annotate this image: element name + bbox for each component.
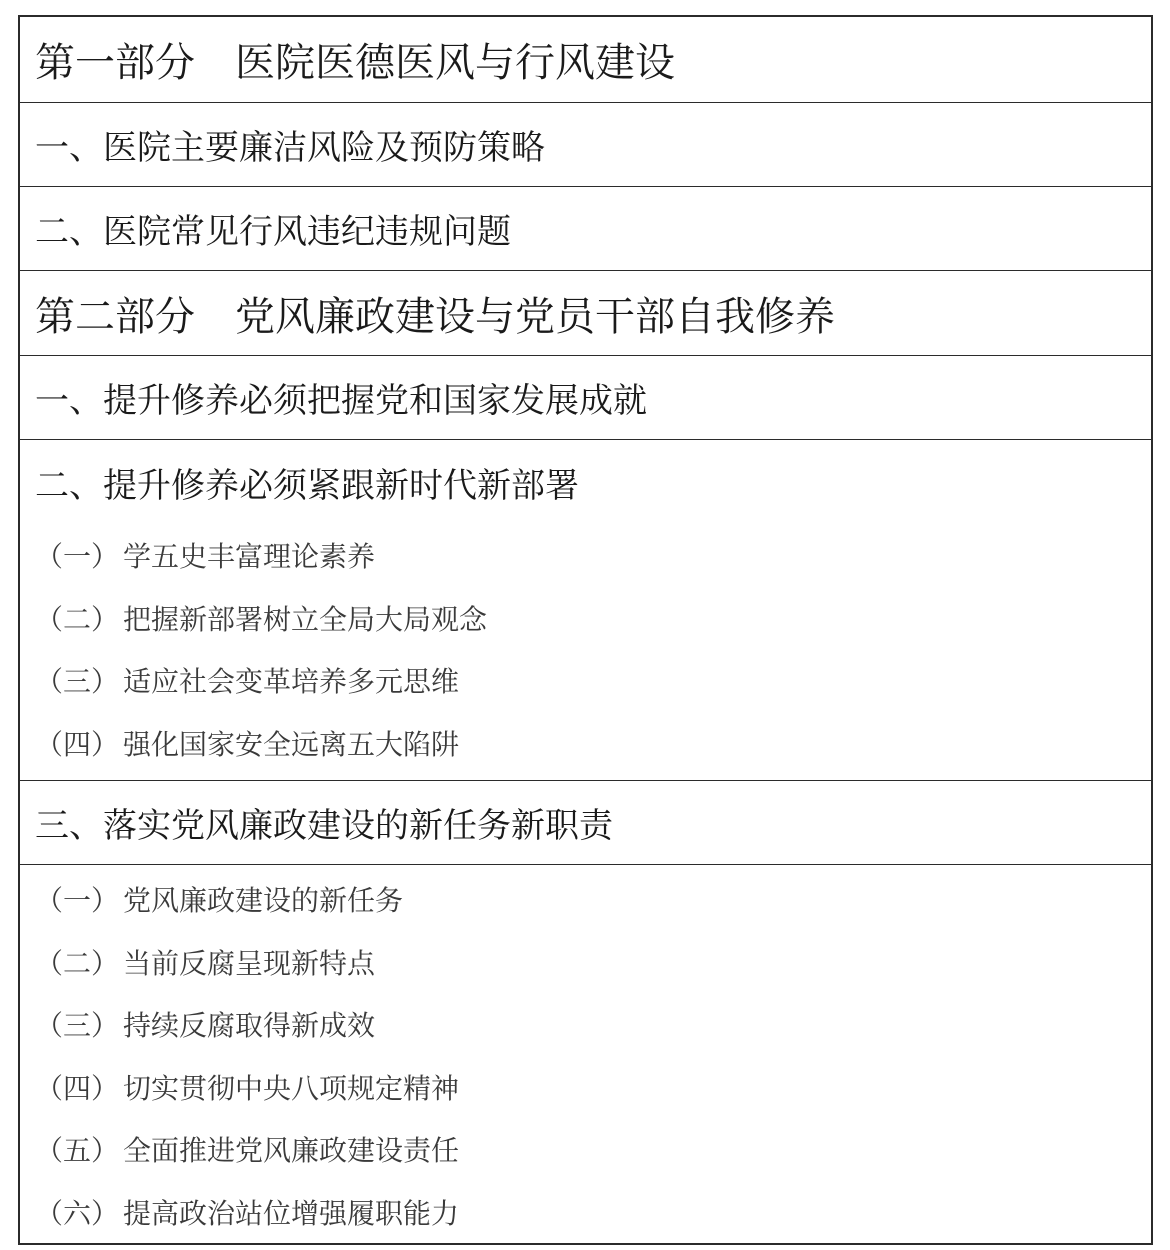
list-item (35, 993, 1151, 1056)
subsection-number: （一） (35, 540, 120, 574)
subsection-title: 当前反腐呈现新特点 (123, 946, 376, 980)
list-item (35, 931, 1151, 994)
part-1-heading (20, 17, 1151, 102)
list-item (35, 587, 1151, 650)
part-2-section-2 (20, 439, 1151, 780)
subsection-title: 把握新部署树立全局大局观念 (123, 602, 488, 636)
subsection-list (35, 524, 1151, 780)
list-item (35, 712, 1151, 775)
list-item (35, 1056, 1151, 1119)
section-number: 一、 (35, 128, 103, 168)
subsection-number: （三） (35, 665, 120, 699)
part-1-label: 第一部分 (35, 40, 195, 86)
subsection-title: 党风廉政建设的新任务 (123, 884, 404, 918)
section-title: 医院主要廉洁风险及预防策略 (103, 128, 545, 168)
subsection-number: （五） (35, 1134, 120, 1168)
subsection-number: （四） (35, 1071, 120, 1105)
part-2-section-3-subsections (20, 864, 1151, 1243)
section-number: 二、 (35, 212, 103, 252)
subsection-number: （二） (35, 602, 120, 636)
subsection-title: 持续反腐取得新成效 (123, 1009, 376, 1043)
part-2-title: 党风廉政建设与党员干部自我修养 (235, 293, 835, 340)
part-2-label: 第二部分 (35, 293, 195, 340)
subsection-title: 切实贯彻中央八项规定精神 (123, 1071, 460, 1105)
subsection-number: （三） (35, 1009, 120, 1043)
part-2-section-3-heading (20, 780, 1151, 864)
subsection-number: （二） (35, 946, 120, 980)
subsection-number: （一） (35, 884, 120, 918)
section-number: 二、 (35, 465, 103, 506)
section-number: 三、 (35, 806, 103, 846)
section-title: 提升修养必须把握党和国家发展成就 (103, 381, 647, 421)
subsection-number: （六） (35, 1196, 120, 1230)
section-title: 提升修养必须紧跟新时代新部署 (103, 465, 579, 506)
table-of-contents (18, 15, 1153, 1245)
section-title: 医院常见行风违纪违规问题 (103, 212, 511, 252)
part-1-title: 医院医德医风与行风建设 (235, 40, 675, 86)
section-heading (35, 440, 1151, 524)
subsection-title: 强化国家安全远离五大陷阱 (123, 727, 460, 761)
list-item (35, 1118, 1151, 1181)
section-number: 一、 (35, 381, 103, 421)
subsection-title: 全面推进党风廉政建设责任 (123, 1134, 460, 1168)
list-item (35, 524, 1151, 587)
section-title: 落实党风廉政建设的新任务新职责 (103, 806, 613, 846)
subsection-title: 适应社会变革培养多元思维 (123, 665, 460, 699)
list-item (35, 1181, 1151, 1244)
part-2-heading (20, 270, 1151, 355)
list-item (35, 868, 1151, 931)
part-1-section-1 (20, 102, 1151, 186)
part-1-section-2 (20, 186, 1151, 270)
subsection-title: 提高政治站位增强履职能力 (123, 1196, 460, 1230)
subsection-number: （四） (35, 727, 120, 761)
part-2-section-1 (20, 355, 1151, 439)
subsection-title: 学五史丰富理论素养 (123, 540, 376, 574)
list-item (35, 649, 1151, 712)
